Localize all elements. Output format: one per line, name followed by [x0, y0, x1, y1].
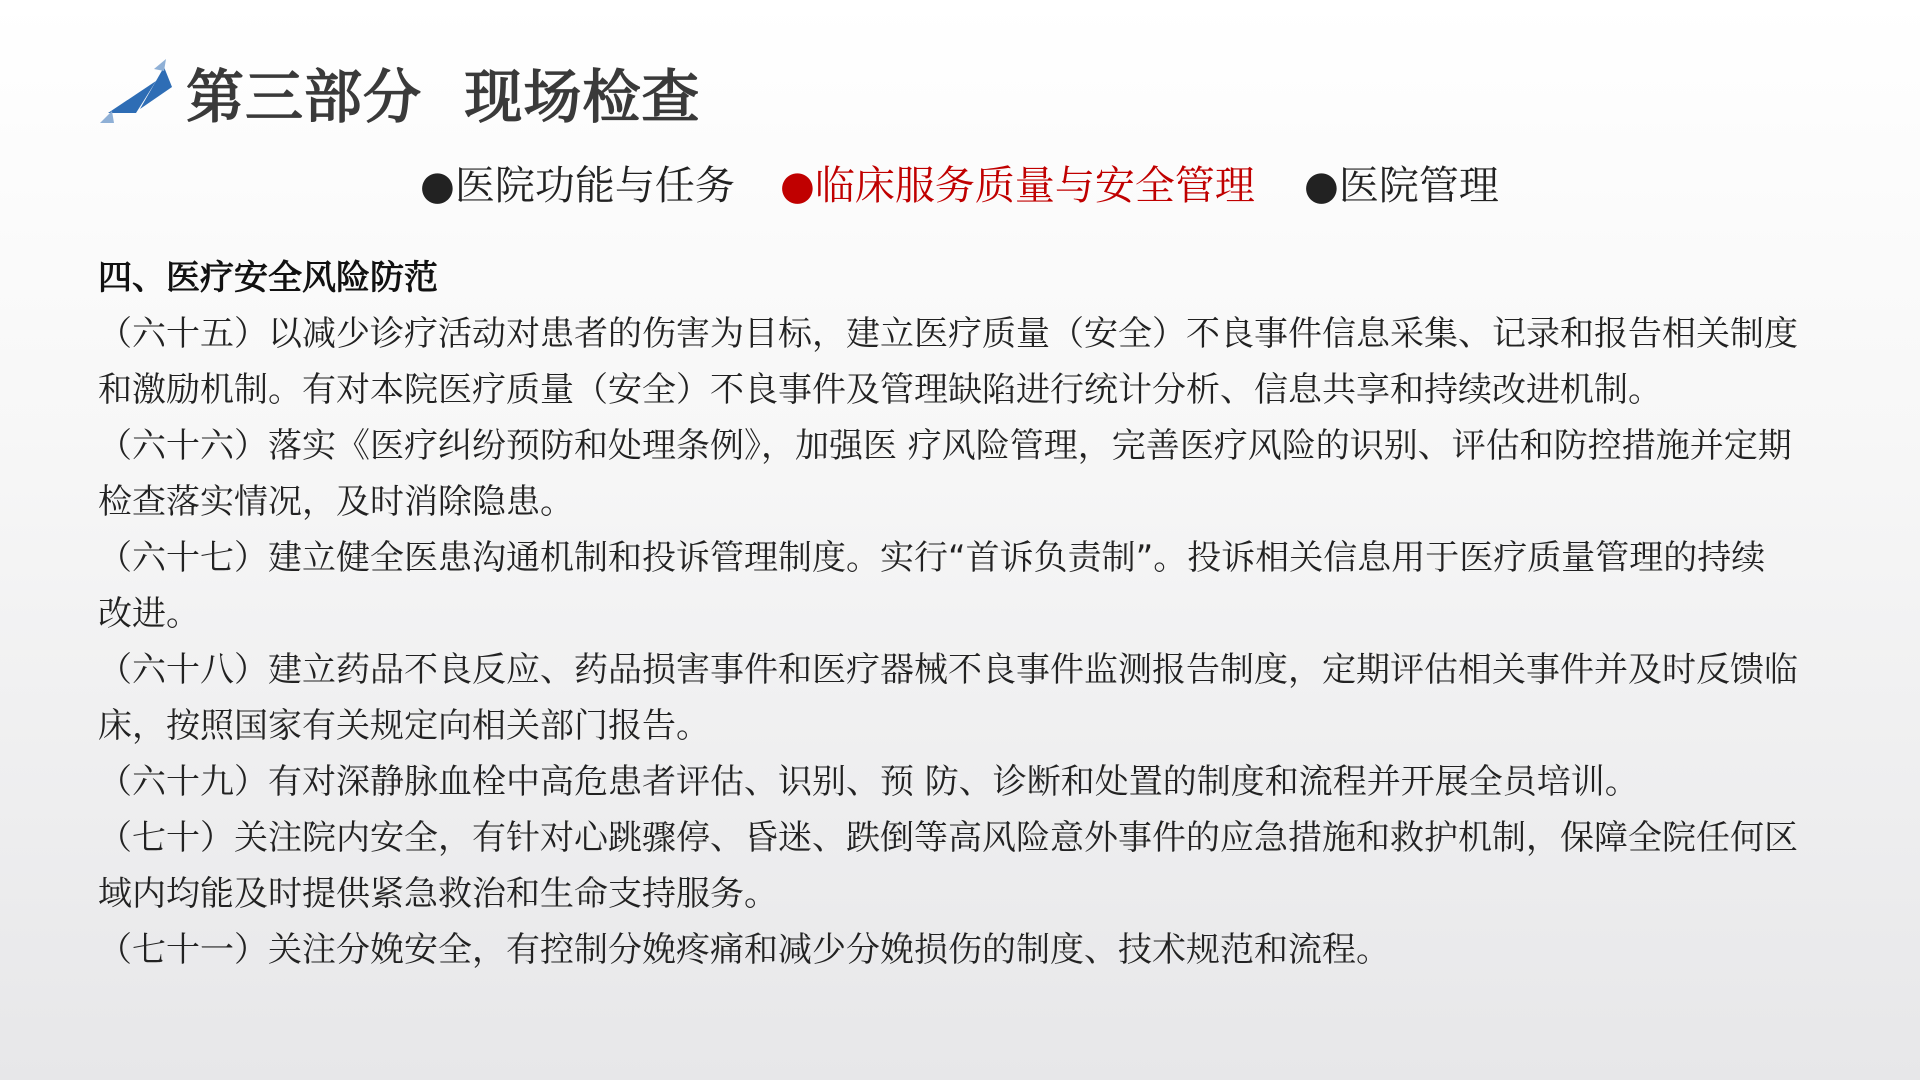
content-body	[98, 250, 1798, 978]
section-nav	[0, 158, 1920, 214]
triangle-logo-icon	[100, 57, 174, 127]
page-title: 第三部分 现场检查	[186, 63, 701, 131]
paragraph-66: （六十六）落实《医疗纠纷预防和处理条例》，加强医 疗风险管理，完善医疗风险的识别、评估和防控措施并定期检查落实情况，及时消除隐患。	[98, 426, 1792, 522]
paragraph-70: （七十）关注院内安全，有针对心跳骤停、昏迷、跌倒等高风险意外事件的应急措施和救护机制，保障全院任何区域内均能及时提供紧急救治和生命支持服务。	[98, 818, 1798, 914]
nav-item-hospital-management[interactable]: ●医院管理	[1304, 163, 1499, 209]
paragraph-67: （六十七）建立健全医患沟通机制和投诉管理制度。实行“首诉负责制”。投诉相关信息用于医疗质量管理的持续改进。	[98, 538, 1766, 634]
nav-item-hospital-function[interactable]: ●医院功能与任务	[420, 163, 735, 209]
paragraph-65: （六十五）以减少诊疗活动对患者的伤害为目标，建立医疗质量（安全）不良事件信息采集、记录和报告相关制度 和激励机制。有对本院医疗质量（安全）不良事件及管理缺陷进行统计分析、信息共享和持续改进机制。	[98, 314, 1798, 410]
nav-item-clinical-quality-safety[interactable]: ●临床服务质量与安全管理	[780, 163, 1255, 209]
paragraph-68: （六十八）建立药品不良反应、药品损害事件和医疗器械不良事件监测报告制度，定期评估相关事件并及时反馈临床，按照国家有关规定向相关部门报告。	[98, 650, 1798, 746]
paragraph-71: （七十一）关注分娩安全，有控制分娩疼痛和减少分娩损伤的制度、技术规范和流程。	[98, 930, 1390, 970]
paragraph-69: （六十九）有对深静脉血栓中高危患者评估、识别、预 防、诊断和处置的制度和流程并开展全员培训。	[98, 762, 1639, 802]
section-heading: 四、医疗安全风险防范	[98, 258, 438, 298]
title-row	[100, 52, 700, 132]
